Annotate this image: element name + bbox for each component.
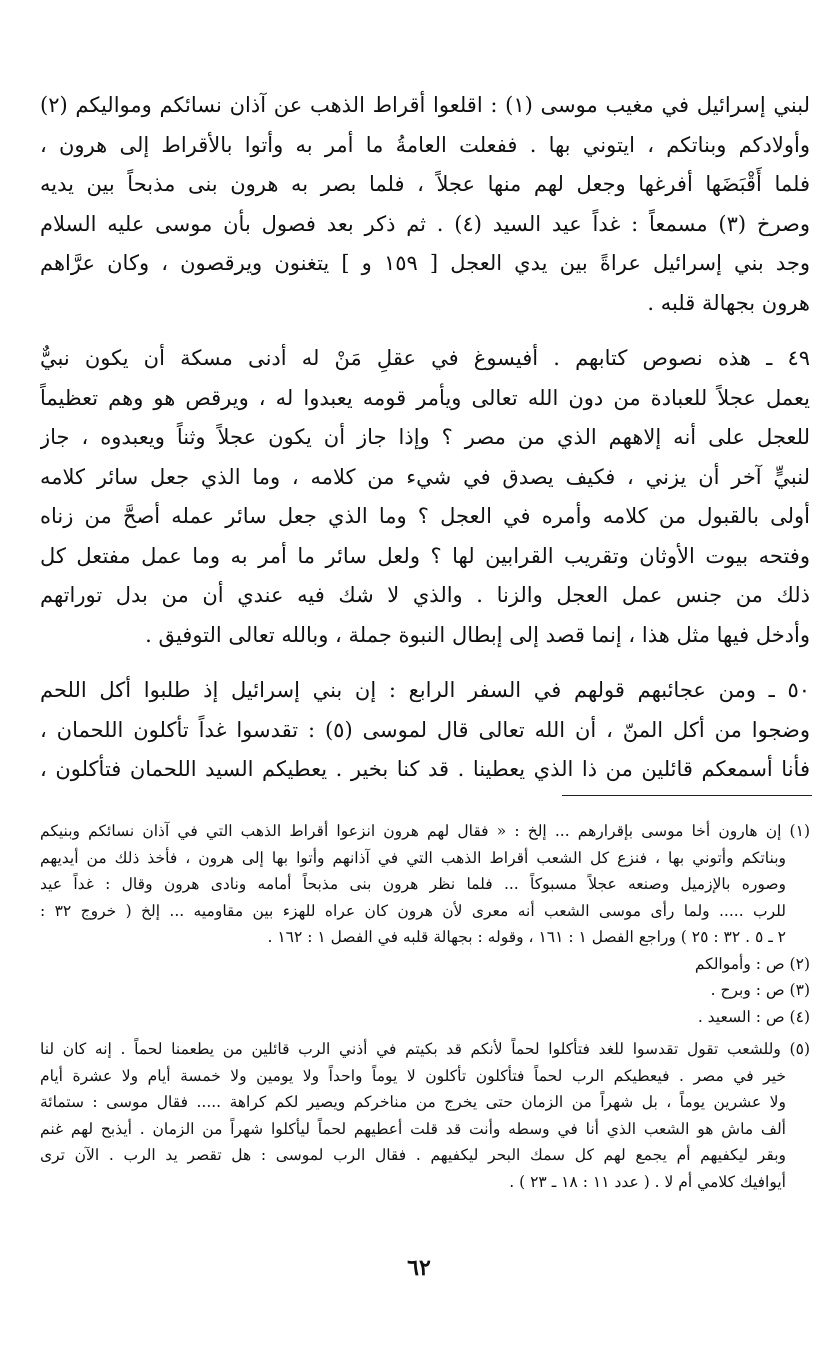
text-line: أولى بالقبول من كلامه وأمره في العجل ؟ وما الذي جعل سائر عمله أصحَّ من زناه bbox=[40, 504, 810, 528]
text-line: هرون بجهالة قلبه . bbox=[647, 290, 810, 315]
text-line: وصرخ (٣) مسمعاً : غداً عيد السيد (٤) . ثم ذكر بعد فصول بأن موسى عليه السلام bbox=[40, 211, 810, 236]
footnote bbox=[40, 951, 810, 978]
footnote-line: (٥) وللشعب تقول تقدسوا للغد فتأكلوا لحماً لأنكم قد بكيتم في أذني الرب قائلين من يطعمنا لحماً . إنه كان لنا bbox=[40, 1040, 810, 1058]
footnote-line: أيوافيك كلامي أم لا . ( عدد ١١ : ١٨ ـ ٢٣ ) . bbox=[509, 1172, 786, 1191]
footnote-line: وبناتكم وأتوني بها ، فنزع كل الشعب أقراط الذهب التي في آذانهم وأتوا بها إلى هرون ، فأخذ ذلك من أيديهم bbox=[40, 848, 786, 867]
footnote-line: خير في مصر . فيعطيكم الرب لحماً فتأكلون تأكلون لا يوماً واحداً ولا يومين ولا خمسة أيام ولا عشرة أيام bbox=[40, 1066, 786, 1085]
text-line: فأنا أسمعكم قائلين من ذا الذي يعطينا . قد كنا بخير . يعطيكم السيد اللحمان فتأكلون ، bbox=[40, 757, 810, 781]
footnote-line: ألف ماش هو الشعب الذي أنا في وسطه وأنت قد قلت أعطيهم لحماً ليأكلوا شهراً من الزمان . أيذبح لهم غنم bbox=[40, 1119, 786, 1138]
page-number: ٦٢ bbox=[407, 1255, 431, 1281]
footnote bbox=[40, 977, 810, 1004]
text-line: ٥٠ ـ ومن عجائبهم قولهم في السفر الرابع : إن بني إسرائيل إذ طلبوا أكل اللحم bbox=[40, 678, 810, 702]
footnote-line: (٤) ص : السعيد . bbox=[697, 1007, 810, 1026]
text-line: للعجل على أنه إلاههم الذي من مصر ؟ وإذا جاز أن يكون عجلاً وثناً ويعبدوه ، جاز bbox=[40, 425, 810, 449]
footnote-line: (٢) ص : وأموالكم bbox=[694, 954, 810, 973]
footnote bbox=[40, 1004, 810, 1031]
footnote-line: ٢ ـ ٥ . ٣٢ : ٢٥ ) وراجع الفصل ١ : ١٦١ ، وقوله : بجهالة قلبه في الفصل ١ : ١٦٢ . bbox=[267, 928, 786, 946]
text-line: فلما أَقْبَضَها أفرغها وجعل لهم منها عجلاً ، فلما بصر به هرون بنى مذبحاً بين يديه bbox=[40, 172, 810, 196]
text-line: يعمل عجلاً للعبادة من دون الله تعالى ويأمر قومه يعبدوا له ، ويرقص هو وهم تعظيماً bbox=[40, 385, 810, 410]
text-line: لنبيٍّ آخر أن يزني ، فكيف يصدق في شيء من كلامه ، وما الذي جعل سائر كلامه bbox=[40, 464, 810, 489]
footnote-line: وصوره بالإزميل وصنعه عجلاً مسبوكاً ... فلما نظر هرون بنى مذبحاً أمامه ونادى هرون وقال : غداً عيد bbox=[40, 875, 786, 893]
footnote-line: وبقر ليكفيهم أم يجمع لهم كل سمك البحر ليكفيهم . فقال الرب لموسى : هل تقصر يد الرب . الآن ترى bbox=[40, 1146, 786, 1164]
footnote bbox=[40, 818, 810, 951]
footnotes bbox=[40, 818, 810, 1195]
text-line: ذلك من جنس عمل العجل والزنا . والذي لا شك فيه عندي أن من بدل توراتهم bbox=[40, 583, 810, 607]
footnote-line: ولا عشرين يوماً ، بل شهراً من الزمان حتى يخرج من مناخركم ويصير لكم كراهة ..... فقال موسى : ستمائة bbox=[40, 1093, 786, 1111]
footnote-separator bbox=[562, 795, 812, 796]
paragraph bbox=[40, 671, 810, 790]
text-line: وأولادكم وبناتكم ، ايتوني بها . ففعلت العامةُ ما أمر به وأتوا بالأقراط إلى هرون ، bbox=[40, 132, 810, 157]
paragraph bbox=[40, 339, 810, 655]
text-line: ٤٩ ـ هذه نصوص كتابهم . أفيسوغ في عقلِ مَنْ له أدنى مسكة أن يكون نبيٌّ bbox=[40, 346, 810, 370]
text-line: وفتحه بيوت الأوثان وتقريب القرابين لها ؟ ولعل سائر ما أمر به وما عمل مفتعل كل bbox=[40, 543, 810, 568]
text-line: لبني إسرائيل في مغيب موسى (١) : اقلعوا أقراط الذهب عن آذان نسائكم ومواليكم (٢) bbox=[40, 93, 810, 117]
footnote-line: (١) إن هارون أخا موسى بإقرارهم ... إلخ : « فقال لهم هرون انزعوا أقراط الذهب التي في آذان نسائكم وبنيكم bbox=[40, 822, 810, 840]
text-line: وضجوا من أكل المنّ ، أن الله تعالى قال لموسى (٥) : تقدسوا غداً تأكلون اللحمان ، bbox=[40, 717, 810, 742]
main-text bbox=[40, 86, 810, 790]
paragraph bbox=[40, 86, 810, 323]
footnote bbox=[40, 1036, 810, 1195]
footnote-line: للرب ..... ولما رأى موسى الشعب أنه معرى لأن هرون كان عراه للهزء بين مقاوميه ... إلخ ( خروج ٣٢ : bbox=[40, 901, 787, 920]
text-line: وجد بني إسرائيل عراةً بين يدي العجل [ ١٥٩ و ] يتغنون ويرقصون ، وكان عرَّاهم bbox=[40, 251, 810, 275]
text-line: وأدخل فيها مثل هذا ، إنما قصد إلى إبطال النبوة جملة ، وبالله تعالى التوفيق . bbox=[145, 622, 810, 647]
footnote-line: (٣) ص : وبرح . bbox=[710, 981, 810, 999]
